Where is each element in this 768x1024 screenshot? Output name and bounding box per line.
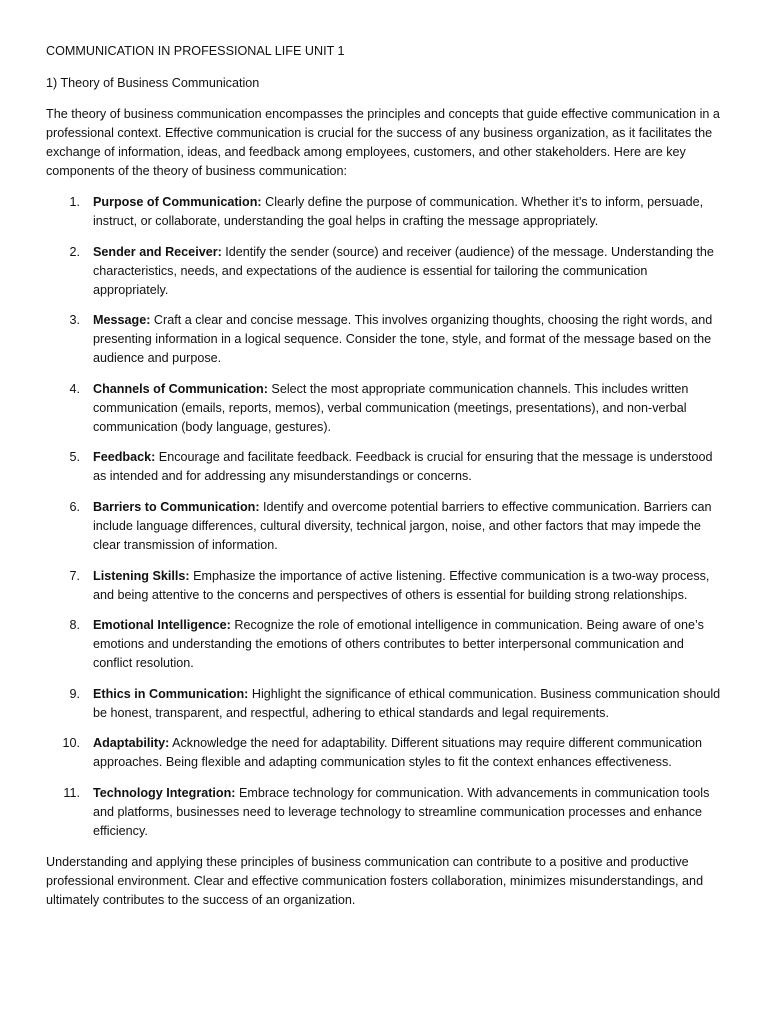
document-title: COMMUNICATION IN PROFESSIONAL LIFE UNIT 1	[46, 44, 345, 58]
list-item	[46, 448, 723, 486]
item-text: Highlight the significance of ethical communication. Business communication should be honest, transparent, and respectful, adhering to ethical standards and legal requirements.	[93, 686, 721, 720]
list-item	[46, 685, 723, 723]
item-number: 11.	[63, 785, 80, 800]
list-item	[46, 193, 723, 231]
item-term: Ethics in Communication:	[93, 686, 249, 701]
item-number: 6.	[69, 499, 80, 514]
item-term: Sender and Receiver:	[93, 244, 222, 259]
item-number: 3.	[69, 313, 80, 328]
closing-paragraph: Understanding and applying these principles of business communication can contribute to a positive and productive professional environment. Clear and effective communication fosters collaboration, minimizes misunderstandings, and ultimately contributes to the success of an organization.	[46, 854, 704, 907]
item-term: Adaptability:	[93, 736, 170, 751]
item-text: Identify and overcome potential barriers to effective communication. Barriers can include language differences, cultural diversity, technical jargon, noise, and other factors that may impede the clear transmission of information.	[93, 499, 712, 552]
list-item	[46, 784, 723, 841]
item-number: 2.	[69, 244, 80, 259]
item-term: Message:	[93, 313, 151, 328]
item-text: Acknowledge the need for adaptability. Different situations may require different communication approaches. Being flexible and adapting communication styles to fit the context enhances effectiveness.	[93, 736, 703, 770]
item-number: 10.	[62, 736, 80, 751]
intro-paragraph: The theory of business communication encompasses the principles and concepts that guide effective communication in a professional context. Effective communication is crucial for the success of any business organization, as it facilitates the exchange of information, ideas, and feedback among employees, customers, and other stakeholders. Here are key components of the theory of business communication:	[46, 107, 720, 178]
item-term: Listening Skills:	[93, 568, 190, 583]
item-term: Purpose of Communication:	[93, 195, 262, 209]
item-text: Craft a clear and concise message. This involves organizing thoughts, choosing the right words, and presenting information in a logical sequence. Consider the tone, style, and format of the message based on the audience and purpose.	[93, 313, 713, 366]
item-number: 5.	[69, 450, 80, 465]
list-item	[46, 243, 723, 300]
list-item	[46, 567, 723, 605]
item-number: 1.	[69, 195, 80, 209]
item-term: Channels of Communication:	[93, 381, 268, 396]
list-item	[46, 498, 723, 555]
item-number: 8.	[69, 618, 80, 633]
item-text: Encourage and facilitate feedback. Feedback is crucial for ensuring that the message is understood as intended and for addressing any misunderstandings or concerns.	[93, 450, 713, 484]
list-item	[46, 311, 723, 368]
item-term: Feedback:	[93, 450, 156, 465]
section-heading: 1) Theory of Business Communication	[46, 76, 260, 90]
item-text: Emphasize the importance of active listening. Effective communication is a two-way process, and being attentive to the concerns and perspectives of others is essential for building strong relationships.	[93, 568, 710, 602]
item-text: Identify the sender (source) and receiver (audience) of the message. Understanding the characteristics, needs, and expectations of the audience is essential for tailoring the communication appropriately.	[93, 244, 714, 297]
list-item	[46, 380, 723, 437]
list-item	[46, 734, 723, 772]
components-list	[46, 193, 722, 841]
item-number: 4.	[69, 381, 80, 396]
item-text: Select the most appropriate communication channels. This includes written communication (emails, reports, memos), verbal communication (meetings, presentations), and non-verbal communication (body language, gestures).	[93, 381, 689, 434]
item-term: Technology Integration:	[93, 785, 236, 800]
item-text: Embrace technology for communication. With advancements in communication tools and platforms, businesses need to leverage technology to streamline communication processes and enhance efficiency.	[93, 785, 710, 838]
list-item	[46, 616, 723, 673]
item-term: Barriers to Communication:	[93, 499, 260, 514]
item-number: 9.	[69, 686, 80, 701]
item-text: Recognize the role of emotional intelligence in communication. Being aware of one’s emotions and understanding the emotions of others contributes to better interpersonal communication and conflict resolution.	[93, 618, 704, 671]
item-text: Clearly define the purpose of communication. Whether it’s to inform, persuade, instruct, or collaborate, understanding the goal helps in crafting the message appropriately.	[93, 195, 704, 228]
item-number: 7.	[69, 568, 80, 583]
item-term: Emotional Intelligence:	[93, 618, 231, 633]
